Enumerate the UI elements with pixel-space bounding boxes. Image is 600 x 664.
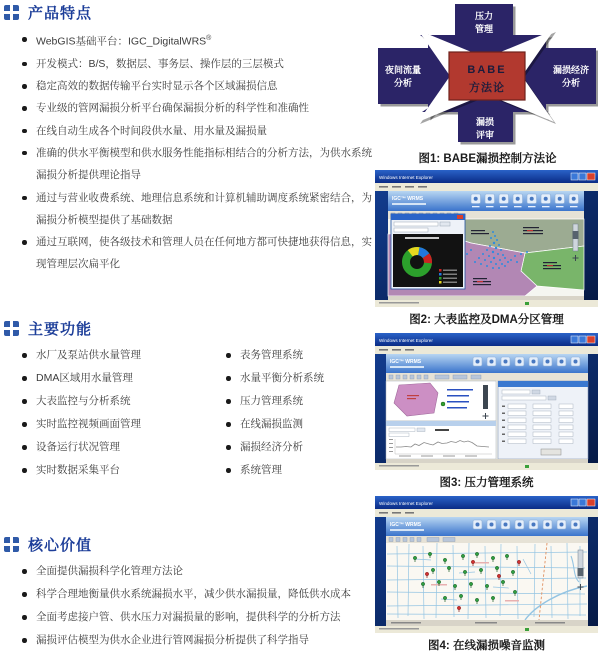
plus-grid-icon [4,5,19,20]
plus-grid-icon [4,537,19,552]
figure-noise-screenshot [375,496,598,633]
noise-browser-window [375,496,598,633]
bullet-item: 在线自动生成各个时间段供水量、用水量及漏损量 [20,120,372,142]
pressure-chart-panel [386,421,496,459]
label-pressure: 压力 [474,11,494,21]
babe-title: BABE [467,64,507,76]
bullet-item: 大表监控与分析系统 [20,390,208,413]
panel-close-icon [457,215,463,219]
section-title: 主要功能 [28,320,93,338]
bullet-item: 通过与营业收费系统、地理信息系统和计算机辅助调度系统紧密结合，为漏损分析模型提供了基础数据 [20,187,372,232]
window-title: Windows Internet Explorer [379,501,433,506]
babe-methodology-diagram [376,2,598,148]
stats-panel [391,214,465,289]
pressure-browser-window [375,333,598,470]
label-leakage: 漏损 [475,117,495,127]
app-logo: IGC™ WRMS [390,522,422,528]
bullet-item: 漏损评估模型为供水企业进行管网漏损分析提供了科学指导 [20,629,372,652]
bullet-item: 表务管理系统 [224,344,372,367]
noise-map [386,543,588,620]
figure-dma-screenshot [375,170,598,307]
bullet-item: 压力管理系统 [224,390,372,413]
bullet-item: 稳定高效的数据传输平台实时显示各个区域漏损信息 [20,75,372,97]
section-header [4,534,372,554]
babe-subtitle: 方法论 [469,82,505,94]
bullet-item [20,28,372,53]
dropdown-field [502,390,530,394]
section-main-functions [4,318,372,482]
window-title: Windows Internet Explorer [379,338,433,343]
bullet-item: 专业级的管网漏损分析平台确保漏损分析的科学性和准确性 [20,97,372,119]
bullet-item: 全面提供漏损科学化管理方法论 [20,560,372,583]
close-icon [587,499,595,506]
bullet-item: 实时监控视频画面管理 [20,413,208,436]
section-core-values [4,534,372,652]
menu-items [379,349,414,351]
figure4-caption: 图4: 在线漏损噪音监测 [428,640,545,652]
value-list [4,560,372,652]
map-toolbar [386,373,588,381]
confirm-button [541,449,561,455]
bullet-item: DMA区域用水量管理 [20,367,208,390]
figure1-caption: 图1: BABE漏损控制方法论 [418,153,557,165]
app-status-bar [386,459,588,463]
zoom-slider [483,385,488,409]
bullet-item: 科学合理地衡量供水系统漏损水平，减少供水漏损量，降低供水成本 [20,583,372,606]
date-field [394,228,428,232]
panel-title-bar [498,381,588,387]
minimize-button [571,336,578,343]
dma-browser-window [375,170,598,307]
bullet-item: 在线漏损监测 [224,413,372,436]
figure-pressure-screenshot [375,333,598,470]
label-review: 评审 [475,130,495,140]
registered-mark: ® [206,35,212,42]
plus-grid-icon [4,321,19,336]
bullet-item: 水量平衡分析系统 [224,367,372,390]
window-controls [571,336,595,343]
logo-subtitle [390,366,424,368]
maximize-button [579,336,586,343]
monitor-point-marker [441,402,445,406]
bullet-item: 水厂及泵站供水量管理 [20,344,208,367]
chart-date-field [389,433,409,437]
bullet-item: 全面考虑接户管、供水压力对漏损量的影响，提供科学的分析方法 [20,606,372,629]
functions-grid [4,344,372,482]
section-header [4,2,372,22]
label-analysis-right: 分析 [561,78,581,88]
bullet-item: 设备运行状况管理 [20,436,208,459]
bullet-item: 漏损经济分析 [224,436,372,459]
app-logo: IGC™ WRMS [392,196,424,202]
figure3-caption: 图3: 压力管理系统 [439,477,534,489]
minimize-button [571,499,578,506]
section-title: 核心价值 [28,536,93,554]
figure-babe-diagram [376,2,598,148]
window-title: Windows Internet Explorer [379,175,433,180]
bullet-item: 准确的供水平衡模型和供水服务性能指标相结合的分析方法，为供水系统漏损分析提供理论指导 [20,142,372,187]
logo-subtitle [392,203,426,205]
app-logo: IGC™ WRMS [390,359,422,365]
maximize-button [579,173,586,180]
zone-mini-map [386,381,496,421]
menu-items [379,512,414,514]
section-header [4,318,372,338]
dropdown-field [502,396,546,400]
label-night-flow: 夜间流量 [384,65,422,75]
minimize-button [571,173,578,180]
pressure-settings-panel [498,381,588,459]
figure2-caption: 图2: 大表监控及DMA分区管理 [409,314,564,326]
map-toolbar [386,536,588,543]
label-analysis-left: 分析 [393,78,413,88]
feature-list [4,28,372,276]
date-field [394,222,438,226]
label-management: 管理 [474,24,494,34]
close-icon [587,173,595,180]
window-controls [571,499,595,506]
label-leak-economy: 漏损经济 [552,65,590,75]
window-controls [571,173,595,180]
bullet-item: 通过互联网，使各级技术和管理人员在任何地方都可快捷地获得信息，实现管理层次扁平化 [20,231,372,276]
section-title: 产品特点 [28,4,93,22]
bullet-item: 系统管理 [224,459,372,482]
maximize-button [579,499,586,506]
panel-title-bar [391,214,465,220]
functions-right-column [208,344,372,482]
bullet-item: 开发模式：B/S，数据层、事务层、操作层的三层模式 [20,53,372,75]
bullet-item: 实时数据采集平台 [20,459,208,482]
functions-left-column [4,344,208,482]
chart-filter-field [389,428,415,432]
bullet-text: WebGIS基础平台：IGC_DigitalWRS [36,35,207,48]
section-product-features [4,2,372,276]
close-icon [587,336,595,343]
logo-subtitle [390,529,424,531]
app-status-bar [388,296,584,300]
